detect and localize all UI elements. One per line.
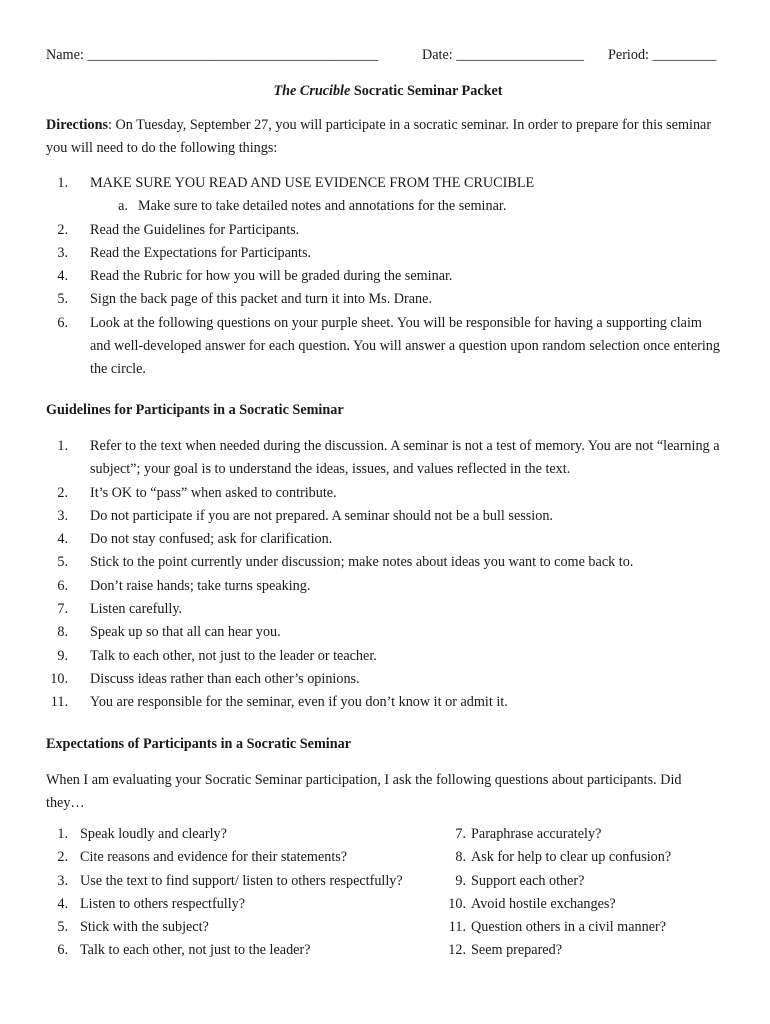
page-title bbox=[46, 83, 730, 100]
list-number: 5. bbox=[57, 919, 68, 936]
list-number: 3. bbox=[57, 244, 68, 261]
list-number: 3. bbox=[57, 507, 68, 524]
list-text: Support each other? bbox=[471, 872, 585, 889]
list-text: Make sure to take detailed notes and annotations for the seminar. bbox=[138, 198, 507, 215]
list-number: 5. bbox=[57, 554, 68, 571]
list-item bbox=[444, 939, 730, 962]
list-item bbox=[46, 551, 730, 574]
list-item bbox=[46, 621, 730, 644]
list-number: 1. bbox=[57, 826, 68, 842]
list-number: 4. bbox=[57, 895, 68, 912]
expectations-intro: When I am evaluating your Socratic Seminar participation, I ask the following questions about participants. Did they… bbox=[46, 772, 682, 812]
list-number: 11. bbox=[448, 919, 466, 936]
expectations-heading: Expectations of Participants in a Socratic Seminar bbox=[46, 736, 352, 752]
list-item bbox=[444, 893, 730, 916]
list-text: Talk to each other, not just to the leader? bbox=[80, 942, 311, 959]
header-fields bbox=[46, 47, 730, 67]
list-number: 5. bbox=[57, 291, 68, 308]
list-item bbox=[444, 823, 730, 846]
list-item bbox=[46, 435, 730, 482]
expectations-left-list bbox=[46, 823, 446, 963]
list-text: Avoid hostile exchanges? bbox=[471, 895, 616, 912]
list-number: 8. bbox=[455, 849, 466, 866]
list-number: 9. bbox=[455, 872, 466, 889]
list-item bbox=[444, 846, 730, 869]
list-item bbox=[114, 195, 730, 218]
list-text: Listen carefully. bbox=[90, 601, 183, 618]
list-number: 9. bbox=[57, 647, 68, 664]
list-item bbox=[46, 939, 446, 962]
list-text: MAKE SURE YOU READ AND USE EVIDENCE FROM THE CRUCIBLE bbox=[90, 175, 535, 191]
list-item bbox=[46, 893, 446, 916]
list-number: 2. bbox=[57, 221, 68, 238]
list-number: 1. bbox=[57, 175, 68, 191]
list-text: Speak up so that all can hear you. bbox=[90, 624, 281, 641]
list-item bbox=[46, 870, 446, 893]
list-item bbox=[46, 505, 730, 528]
list-text: Listen to others respectfully? bbox=[80, 895, 246, 912]
list-item bbox=[46, 482, 730, 505]
list-item bbox=[444, 916, 730, 939]
list-item bbox=[46, 823, 446, 846]
list-text: It’s OK to “pass” when asked to contribute. bbox=[90, 484, 337, 501]
list-number: 6. bbox=[57, 314, 68, 331]
list-item bbox=[46, 668, 730, 691]
list-number: 2. bbox=[57, 484, 68, 501]
directions-label: Directions bbox=[46, 117, 108, 133]
list-text: Refer to the text when needed during the discussion. A seminar is not a test of memory. You are not “learning a subject”; your goal is to understand the ideas, issues, and values reflected in the text. bbox=[90, 438, 720, 478]
list-number: 8. bbox=[57, 624, 68, 641]
list-text: Read the Expectations for Participants. bbox=[90, 244, 312, 261]
list-number: 10. bbox=[50, 670, 68, 687]
list-number: 10. bbox=[448, 895, 466, 912]
list-number: 6. bbox=[57, 942, 68, 959]
list-number: 2. bbox=[57, 849, 68, 866]
list-item bbox=[46, 265, 730, 288]
list-item bbox=[46, 691, 730, 714]
list-item bbox=[444, 870, 730, 893]
date-field[interactable]: Date: __________________ bbox=[422, 47, 584, 63]
list-text: Discuss ideas rather than each other’s opinions. bbox=[90, 670, 360, 687]
list-number: 6. bbox=[57, 577, 68, 594]
title-rest: Socratic Seminar Packet bbox=[350, 83, 503, 99]
list-text: Don’t raise hands; take turns speaking. bbox=[90, 577, 311, 594]
list-number: 11. bbox=[50, 694, 68, 711]
period-field[interactable]: Period: _________ bbox=[608, 47, 717, 63]
list-text: Do not stay confused; ask for clarification. bbox=[90, 531, 333, 548]
list-item bbox=[46, 288, 730, 311]
directions-text: : On Tuesday, September 27, you will participate in a socratic seminar. In order to prepare for this seminar you will need to do the following things: bbox=[46, 117, 712, 157]
list-item bbox=[46, 598, 730, 621]
list-number: 4. bbox=[57, 268, 68, 285]
list-number: 7. bbox=[57, 601, 68, 618]
list-item bbox=[46, 528, 730, 551]
list-number: a. bbox=[118, 198, 128, 215]
list-number: 7. bbox=[455, 826, 466, 842]
list-text: Question others in a civil manner? bbox=[471, 919, 667, 936]
list-text: Seem prepared? bbox=[471, 942, 562, 959]
list-item bbox=[46, 575, 730, 598]
name-field[interactable]: Name: _________________________________________ bbox=[46, 47, 379, 63]
guidelines-heading: Guidelines for Participants in a Socratic Seminar bbox=[46, 402, 344, 418]
list-text: Sign the back page of this packet and turn it into Ms. Drane. bbox=[90, 291, 432, 308]
list-text: Talk to each other, not just to the leader or teacher. bbox=[90, 647, 377, 664]
list-item bbox=[46, 916, 446, 939]
list-text: Ask for help to clear up confusion? bbox=[471, 849, 672, 866]
list-item bbox=[46, 645, 730, 668]
list-text: You are responsible for the seminar, even if you don’t know it or admit it. bbox=[90, 694, 508, 711]
list-text: Speak loudly and clearly? bbox=[80, 826, 227, 842]
list-number: 4. bbox=[57, 531, 68, 548]
list-item bbox=[46, 846, 446, 869]
directions-paragraph bbox=[46, 114, 716, 161]
list-item bbox=[46, 242, 730, 265]
list-text: Stick with the subject? bbox=[80, 919, 209, 936]
list-item bbox=[46, 219, 730, 242]
list-text: Use the text to find support/ listen to others respectfully? bbox=[80, 872, 403, 889]
directions-list bbox=[46, 172, 730, 382]
list-text: Read the Guidelines for Participants. bbox=[90, 221, 300, 238]
title-italic: The Crucible bbox=[273, 83, 351, 99]
list-text: Look at the following questions on your purple sheet. You will be responsible for having a supporting claim and well-developed answer for each question. You will answer a question upon random selection once entering the circle. bbox=[90, 314, 720, 378]
list-item bbox=[46, 172, 730, 219]
list-text: Read the Rubric for how you will be graded during the seminar. bbox=[90, 268, 453, 285]
list-number: 3. bbox=[57, 872, 68, 889]
list-text: Paraphrase accurately? bbox=[471, 826, 602, 842]
guidelines-list bbox=[46, 435, 730, 715]
list-text: Do not participate if you are not prepared. A seminar should not be a bull session. bbox=[90, 507, 553, 524]
list-number: 1. bbox=[57, 438, 68, 454]
expectations-right-list bbox=[444, 823, 730, 963]
directions-sublist bbox=[46, 195, 730, 218]
list-text: Stick to the point currently under discussion; make notes about ideas you want to come back to. bbox=[90, 554, 634, 571]
list-item bbox=[46, 312, 730, 382]
list-text: Cite reasons and evidence for their statements? bbox=[80, 849, 348, 866]
list-number: 12. bbox=[448, 942, 466, 959]
